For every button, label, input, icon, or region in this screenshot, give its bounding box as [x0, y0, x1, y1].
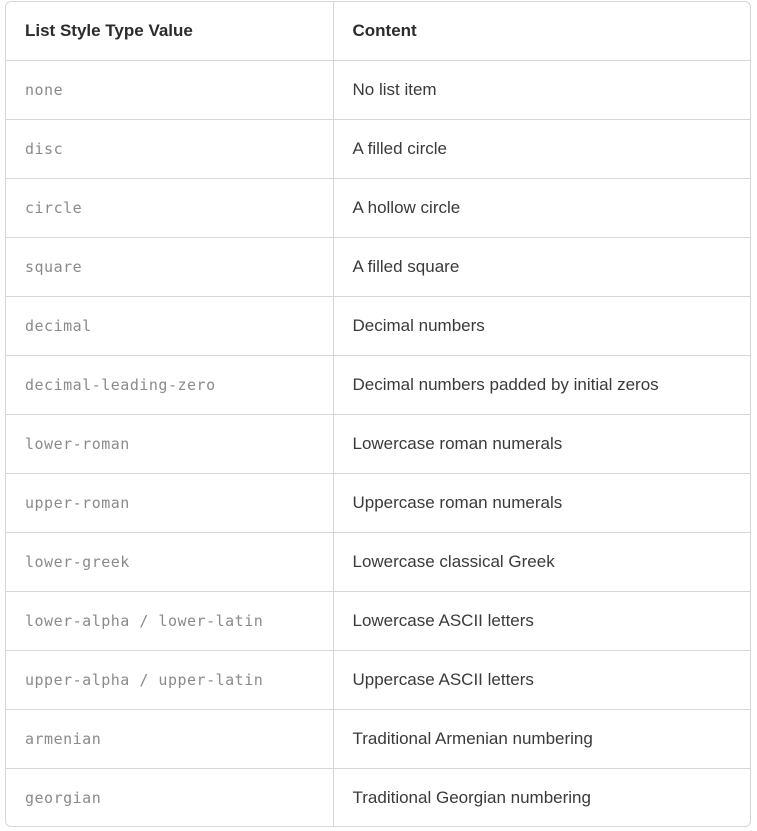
table-row — [6, 355, 750, 414]
table-row — [6, 237, 750, 296]
row-value: upper-roman — [6, 473, 333, 532]
row-content: Decimal numbers padded by initial zeros — [333, 355, 750, 414]
row-content: A filled square — [333, 237, 750, 296]
row-content: Uppercase ASCII letters — [333, 650, 750, 709]
row-content: Traditional Georgian numbering — [352, 787, 591, 807]
row-value: georgian — [6, 768, 333, 827]
table-row — [6, 60, 750, 119]
row-content: Lowercase classical Greek — [333, 532, 750, 591]
row-value: square — [6, 237, 333, 296]
header-content: Content — [333, 2, 750, 60]
row-content: A filled circle — [333, 119, 750, 178]
table-row — [6, 650, 750, 709]
header-list-style-type-value: List Style Type Value — [6, 2, 333, 60]
row-content: Uppercase roman numerals — [333, 473, 750, 532]
row-value: armenian — [6, 709, 333, 768]
table-row — [6, 473, 750, 532]
table-body — [6, 60, 750, 827]
row-value: lower-roman — [6, 414, 333, 473]
row-content: A hollow circle — [333, 178, 750, 237]
list-style-table-container — [5, 1, 751, 827]
table-row — [6, 296, 750, 355]
table-row — [6, 414, 750, 473]
row-value: none — [6, 60, 333, 119]
row-content: No list item — [333, 60, 750, 119]
row-content: Decimal numbers — [333, 296, 750, 355]
row-value: lower-alpha / lower-latin — [6, 591, 333, 650]
table-header — [6, 2, 750, 60]
row-value: decimal-leading-zero — [6, 355, 333, 414]
table-row — [6, 532, 750, 591]
table-row — [6, 178, 750, 237]
row-content: Lowercase ASCII letters — [333, 591, 750, 650]
row-value: disc — [6, 119, 333, 178]
row-value: decimal — [6, 296, 333, 355]
table-row — [6, 119, 750, 178]
row-content: Traditional Armenian numbering — [333, 709, 750, 768]
list-style-table — [6, 2, 750, 827]
row-content: Lowercase roman numerals — [333, 414, 750, 473]
table-row — [6, 591, 750, 650]
row-value: circle — [6, 178, 333, 237]
table-row — [6, 768, 750, 827]
row-value: upper-alpha / upper-latin — [6, 650, 333, 709]
table-row — [6, 709, 750, 768]
row-value: lower-greek — [6, 532, 333, 591]
header-row — [6, 2, 750, 60]
